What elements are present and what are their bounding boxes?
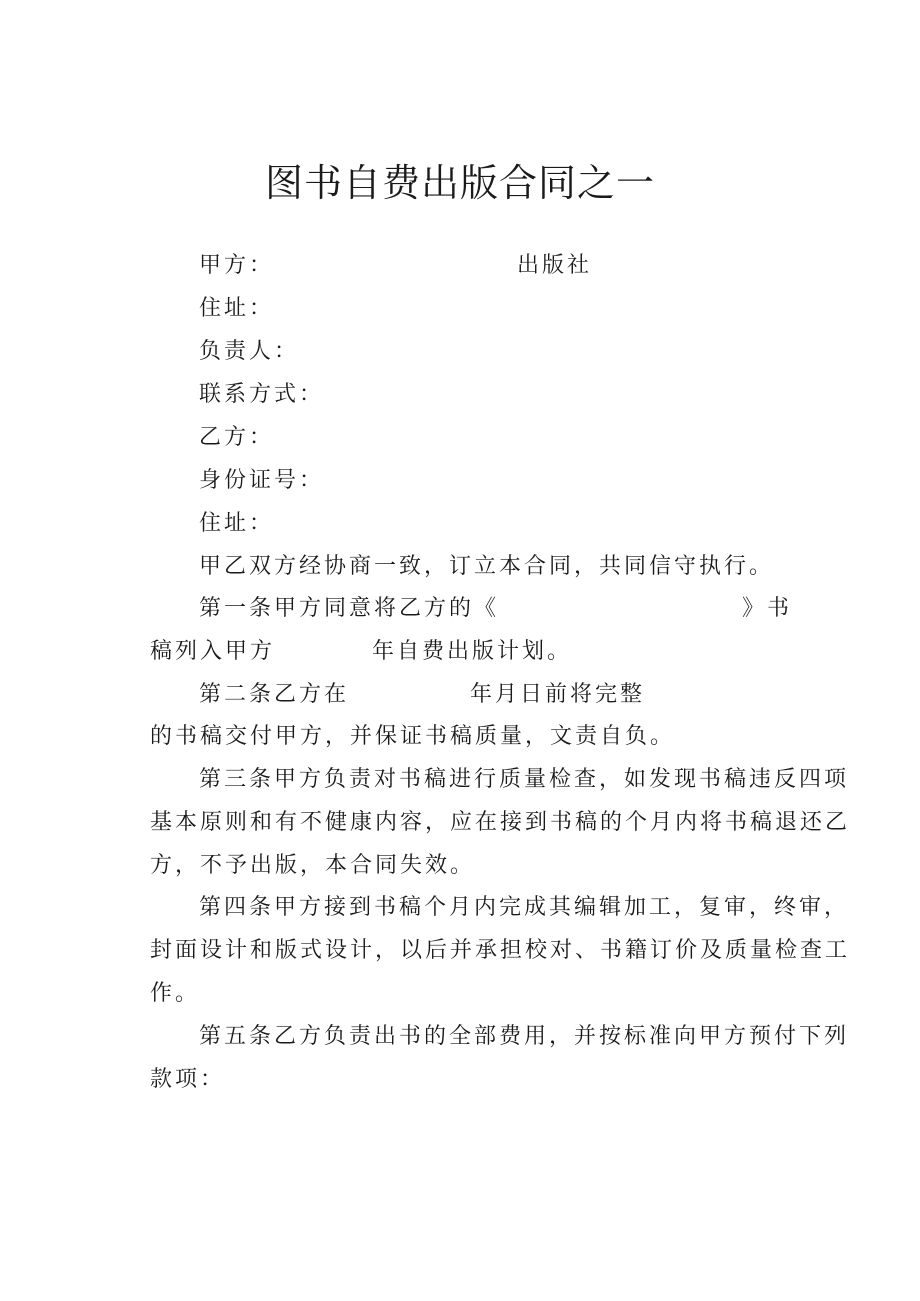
party-a-person-in-charge-label: 负责人： [199, 339, 300, 364]
article-3-line-3: 方，不予出版，本合同失效。 [150, 853, 476, 878]
party-b-address-label: 住址： [199, 511, 275, 536]
party-b-label: 乙方： [199, 425, 275, 450]
article-2-line-1-end: 年月日前将完整 [470, 682, 646, 707]
preamble: 甲乙双方经协商一致，订立本合同，共同信守执行。 [199, 554, 775, 579]
party-b-id-number-label: 身份证号： [199, 468, 325, 493]
article-2-line-2: 的书稿交付甲方，并保证书稿质量，文责自负。 [150, 724, 676, 749]
article-1-line-1-end: 》书 [742, 596, 793, 621]
article-3-line-1: 第三条甲方负责对书稿进行质量检查，如发现书稿违反四项 [199, 767, 850, 792]
article-2-line-1-start: 第二条乙方在 [199, 682, 350, 707]
party-a-address-label: 住址： [199, 296, 275, 321]
article-1-line-2-end: 年自费出版计划。 [372, 639, 573, 664]
party-a-label: 甲方： [199, 253, 275, 278]
article-1-line-2-start: 稿列入甲方 [150, 639, 276, 664]
article-4-line-3: 作。 [150, 981, 201, 1006]
party-a-publisher-suffix: 出版社 [517, 253, 593, 278]
article-1-line-1-start: 第一条甲方同意将乙方的《 [199, 596, 500, 621]
article-5-line-2: 款项： [150, 1067, 226, 1092]
article-4-line-2: 封面设计和版式设计，以后并承担校对、书籍订价及质量检查工 [150, 938, 851, 963]
document-title: 图书自费出版合同之一 [264, 161, 655, 205]
article-5-line-1: 第五条乙方负责出书的全部费用，并按标准向甲方预付下列 [199, 1024, 850, 1049]
article-4-line-1: 第四条甲方接到书稿个月内完成其编辑加工，复审，终审， [199, 895, 850, 920]
party-a-contact-label: 联系方式： [199, 382, 325, 407]
article-3-line-2: 基本原则和有不健康内容，应在接到书稿的个月内将书稿退还乙 [150, 810, 851, 835]
